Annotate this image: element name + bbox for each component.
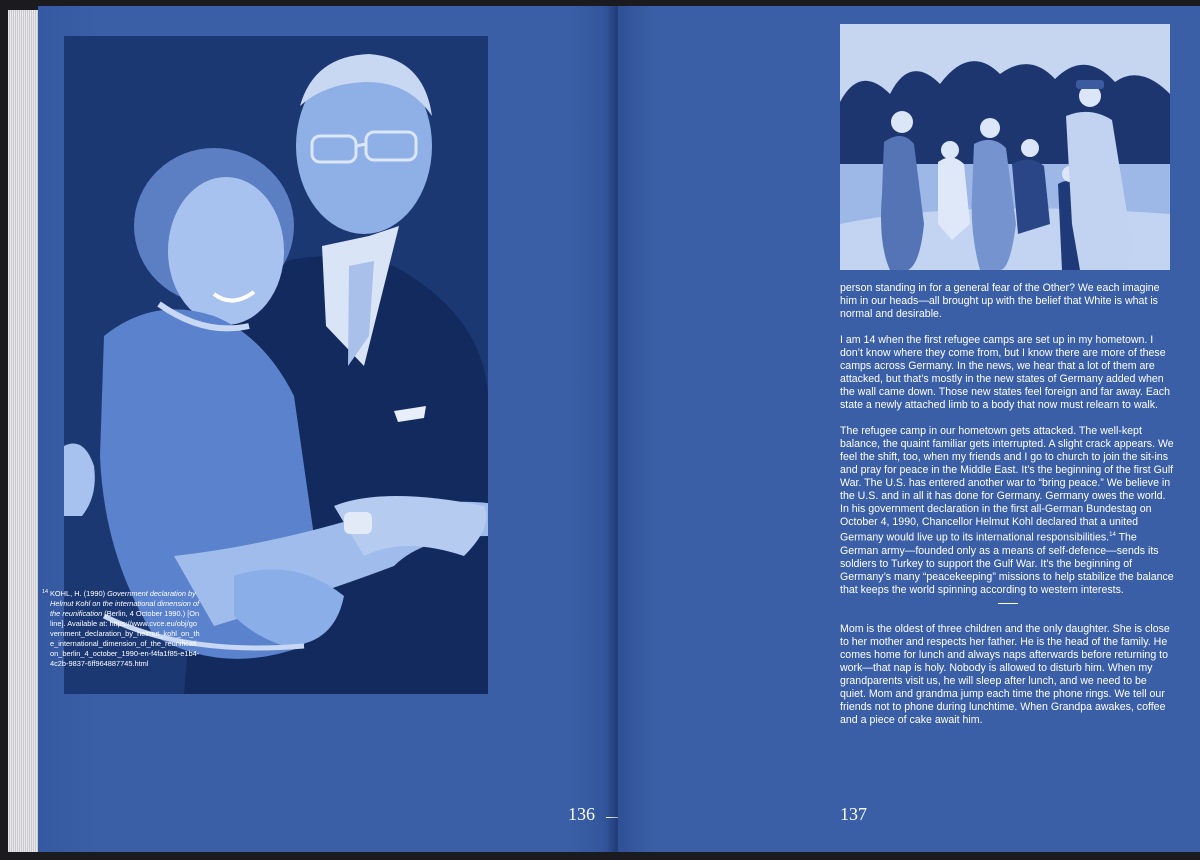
- page-number-right: 137: [840, 804, 867, 824]
- book-spread: [8, 6, 1200, 852]
- family-photo: [840, 24, 1170, 270]
- page-edges: [8, 10, 42, 852]
- body-text: [840, 282, 1174, 740]
- page-number-left: 136: [568, 804, 595, 824]
- paragraph-5: Mom is the oldest of three children and the only daughter. She is close to her mother and respects her father. He is the head of the family. He comes home for lunch and always naps afterwards before returning to work—that nap is holy. Nobody is allowed to disturb him. When my grandparents visit us, he will sleep after lunch, and we need to be quiet. Mom and grandma jump each time the phone rings. We tell our friends not to phone during lunchtime. When Grandpa awakes, coffee and a piece of cake await him.: [840, 622, 1170, 726]
- right-page: [618, 6, 1200, 852]
- footnote-number: 14: [42, 589, 49, 595]
- left-page: [38, 6, 618, 852]
- footnote-reference: 14: [1109, 532, 1116, 538]
- paragraph-3-text: The refugee camp in our hometown gets attacked. The well-kept balance, the quaint familiar gets interrupted. A slight crack appears. We feel the shift, too, when my friends and I go to church to join the sit-ins and pray for peace in the Middle East. It’s the beginning of the first Gulf War. The U.S. has entered another war to “bring peace.” We believe in the U.S. and in all it has done for Germany. Germany owes the world. In his government declaration in the first all-German Bundestag on October 4, 1990, Chancellor Helmut Kohl declared that a united Germany would live up to its international responsibilities.: [840, 425, 1174, 544]
- paragraph-4-text: The German army—founded only as a means of self-defence—sends its soldiers to Turkey to support the Gulf War. It’s the beginning of Germany’s many “peacekeeping” missions to help stabilize the balance that keeps the world spinning according to western interests.: [840, 531, 1174, 596]
- paragraph-2: I am 14 when the first refugee camps are set up in my hometown. I don’t know where they come from, but I know there are more of these camps across Germany. In the news, we hear that a lot of them are attacked, but that’s mostly in the new states of Germany added when the wall came down. Those new states feel foreign and far away. Each state a newly attached limb to a body that now must relearn to walk.: [840, 334, 1170, 411]
- footnote-title: Government declaration by Helmut Kohl on the international dimension of the reunification: [50, 589, 200, 618]
- section-divider: [998, 603, 1018, 604]
- footnote-author: KOHL, H. (1990): [50, 589, 108, 598]
- footnote-details: (Berlin, 4 October 1990.) [Online]. Available at: https://www.cvce.eu/obj/government_declaration_by_helmut_kohl_on_the_international_dimension_of_the_reunification_berlin_4_october_1990-en-f4fa1f85-e1b4-4c2b-9837-6ff964887745.html: [50, 609, 200, 668]
- footnote: [42, 589, 200, 669]
- paragraph-1: person standing in for a general fear of the Other? We each imagine him in our heads—all brought up with the belief that White is what is normal and desirable.: [840, 282, 1160, 320]
- paragraph-3: [840, 425, 1174, 597]
